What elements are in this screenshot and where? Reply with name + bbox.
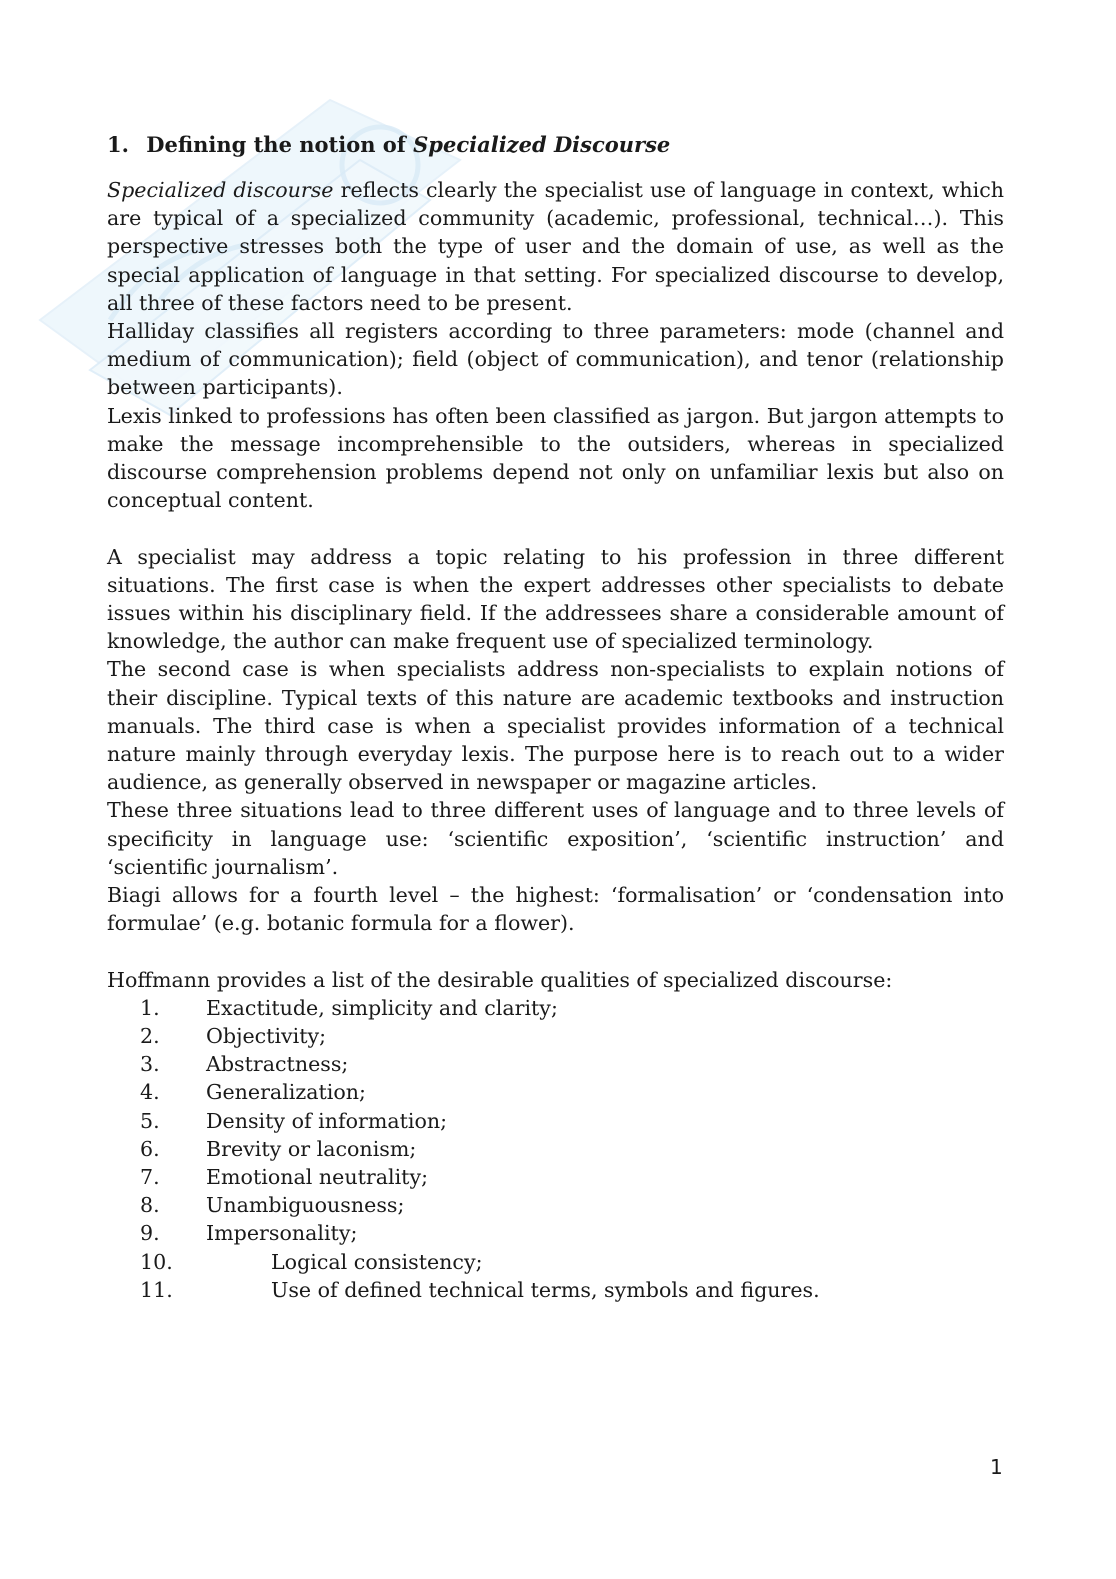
section-number: 1. xyxy=(107,132,129,157)
paragraph-text: reflects clearly the specialist use of language in context, which are typical of a specialized community (academic, professional, technical…). This perspective stresses both the type of user and the domain of use, as well as the special application of language in that setting. For specialized discourse to develop, all three of these factors need to be present. xyxy=(107,178,1004,315)
list-number: 6. xyxy=(140,1136,160,1161)
list-item xyxy=(107,1248,1004,1276)
section-title-plain: Defining the notion of xyxy=(146,132,406,157)
list-number: 5. xyxy=(140,1108,160,1133)
paragraph-biagi: Biagi allows for a fourth level – the highest: ‘formalisation’ or ‘condensation into formulae’ (e.g. botanic formula for a flower). xyxy=(107,883,1004,936)
paragraph-hoffmann: Hoffmann provides a list of the desirable qualities of specialized discourse: xyxy=(107,967,893,992)
section-heading xyxy=(107,130,1004,160)
list-item xyxy=(107,1022,1004,1050)
paragraph-three-situations: A specialist may address a topic relating to his profession in three different situations. The first case is when the expert addresses other specialists to debate issues within his disciplinary field. If the addressees share a considerable amount of knowledge, the author can make frequent use of specialized terminology. xyxy=(107,544,1004,654)
list-text: Use of defined technical terms, symbols and figures. xyxy=(271,1277,820,1302)
page-number: 1 xyxy=(990,1455,1003,1479)
qualities-list xyxy=(107,994,1004,1304)
list-number: 4. xyxy=(140,1080,160,1105)
list-number: 9. xyxy=(140,1221,160,1246)
list-item xyxy=(107,1276,1004,1304)
list-text: Brevity or laconism; xyxy=(206,1136,417,1161)
paragraph-levels: These three situations lead to three different uses of language and to three levels of specificity in language use: ‘scientific exposition’, ‘scientific instruction’ and ‘scientific journalism’. xyxy=(107,798,1004,879)
paragraph-jargon: Lexis linked to professions has often been classified as jargon. But jargon attempts to make the message incomprehensible to the outsiders, whereas in specialized discourse comprehension problems depend not only on unfamiliar lexis but also on conceptual content. xyxy=(107,403,1004,513)
term-specialized-discourse: Specialized discourse xyxy=(107,178,334,202)
list-number: 2. xyxy=(140,1024,160,1049)
paragraph-second-case: The second case is when specialists address non-specialists to explain notions of their discipline. Typical texts of this nature are academic textbooks and instruction manuals. The third case is when a specialist provides information of a technical nature mainly through everyday lexis. The purpose here is to reach out to a wider audience, as generally observed in newspaper or magazine articles. xyxy=(107,657,1004,795)
list-number: 11. xyxy=(140,1277,173,1302)
list-text: Emotional neutrality; xyxy=(206,1165,429,1190)
list-number: 3. xyxy=(140,1052,160,1077)
list-text: Logical consistency; xyxy=(271,1249,483,1274)
list-text: Exactitude, simplicity and clarity; xyxy=(206,995,558,1020)
list-number: 1. xyxy=(140,995,160,1020)
list-item xyxy=(107,1050,1004,1078)
list-item xyxy=(107,1163,1004,1191)
list-text: Unambiguousness; xyxy=(206,1193,405,1218)
paragraph-halliday: Halliday classifies all registers according to three parameters: mode (channel and medium of communication); field (object of communication), and tenor (relationship between participants). xyxy=(107,319,1004,400)
list-item xyxy=(107,994,1004,1022)
section-title-italic: Specialized Discourse xyxy=(413,132,671,157)
list-number: 7. xyxy=(140,1165,160,1190)
list-text: Impersonality; xyxy=(206,1221,358,1246)
blank-line xyxy=(107,937,1004,965)
list-item xyxy=(107,1135,1004,1163)
list-text: Generalization; xyxy=(206,1080,366,1105)
list-item xyxy=(107,1219,1004,1247)
list-text: Objectivity; xyxy=(206,1024,327,1049)
list-number: 8. xyxy=(140,1193,160,1218)
list-text: Abstractness; xyxy=(206,1052,349,1077)
list-number: 10. xyxy=(140,1249,173,1274)
list-item xyxy=(107,1107,1004,1135)
blank-line xyxy=(107,514,1004,542)
document-body xyxy=(107,130,1004,1304)
list-item xyxy=(107,1191,1004,1219)
list-item xyxy=(107,1078,1004,1106)
list-text: Density of information; xyxy=(206,1108,448,1133)
paragraph-specialized-discourse xyxy=(107,176,1004,317)
